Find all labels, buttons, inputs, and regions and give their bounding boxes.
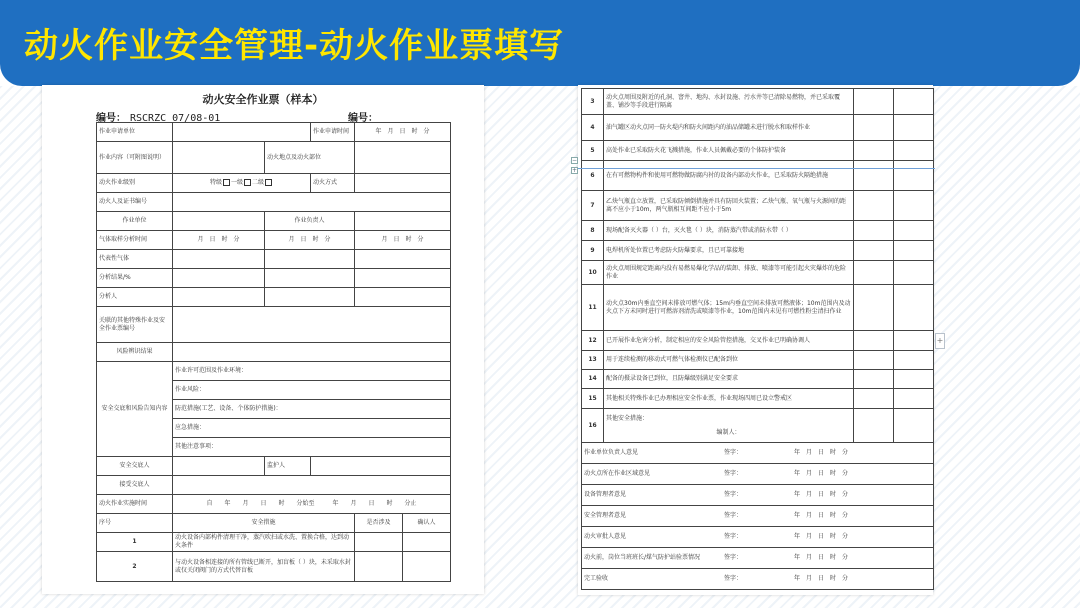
signature-date: 年 月 日 时 分 [794,470,849,477]
measure-text: 动火设备内部构件清理干净，蒸汽吹扫或水洗、置换合格，达到动火条件 [173,533,355,552]
level-one-label: 一级 [231,179,244,186]
expand-icon[interactable]: + [572,167,578,174]
involved-cell[interactable] [854,191,894,221]
measure-text [604,331,854,351]
form-code-label: 编号： [96,113,126,124]
apply-unit-label: 作业申请单位 [97,123,173,142]
guardian-value[interactable] [311,457,451,476]
gas-time-label: 气体取样分析时间 [97,231,173,250]
disclosure-emergency[interactable]: 应急措施： [173,419,451,438]
level-label: 动火作业级别 [97,174,173,193]
rep-gas-label: 代表性气体 [97,250,173,269]
signature-date: 年 月 日 时 分 [794,575,849,582]
row-number: 12 [582,331,604,351]
measure-text-main: 配备的摄录设备已到位，且防爆级别满足安全要求 [606,375,739,382]
row-number: 7 [582,191,604,221]
measure-text-main: 动火点30m内垂直空间未排放可燃气体；15m内垂直空间未排放可燃液体；10m范围内及动火点下方未同时进行可燃溶剂清洗或喷漆等作业，10m范围内未见有可燃性粉尘清扫作业 [606,299,851,315]
table-row [97,174,451,193]
permit-form-page-1 [42,85,484,594]
signature-row [582,485,934,506]
table-row [582,285,934,331]
signature-date: 年 月 日 时 分 [794,554,849,561]
table-row [97,343,451,362]
row-number: 5 [582,141,604,161]
form-number-label: 编号： [348,113,378,124]
col-no-header: 序号 [97,514,173,533]
measure-text-main: 乙炔气瓶直立放置，已采取防倾倒措施并具有防回火装置；乙炔气瓶、氧气瓶与火源间的距离不应小于10m，两气瓶相互间距不应小于5m [606,197,847,213]
confirm-cell[interactable] [894,409,934,443]
table-row [97,307,451,343]
involved-cell[interactable] [854,351,894,370]
table-row [97,476,451,495]
signature-row [582,548,934,569]
location-label: 动火地点及动火部位 [265,142,355,174]
signature-cell[interactable] [582,506,934,527]
signature-label: 动火点所在作业区域意见 [584,470,651,477]
table-row [582,161,934,191]
signature-row [582,464,934,485]
confirm-cell[interactable] [894,261,934,285]
gas-time-2[interactable]: 月 日 时 分 [265,231,355,250]
method-value[interactable] [355,174,451,193]
table-row [97,269,451,288]
signatures-body [582,443,934,590]
signature-sign: 签字： [724,512,743,519]
table-row [97,552,451,582]
slide-title: 动火作业安全管理-动火作业票填写 [24,26,565,66]
table-row [97,212,451,231]
involved-cell[interactable] [854,141,894,161]
row-number: 4 [582,115,604,141]
measure-text [604,261,854,285]
involved-cell[interactable] [854,89,894,115]
confirm-cell[interactable] [894,331,934,351]
method-label: 动火方式 [311,174,355,193]
work-unit-value[interactable] [173,212,265,231]
collapse-icon[interactable]: − [572,157,578,164]
signature-date: 年 月 日 时 分 [794,491,849,498]
permit-table-2 [581,88,934,590]
signature-sign: 签字： [724,575,743,582]
row-number: 1 [97,533,173,552]
permit-form-page-2 [578,85,933,595]
row-number: 11 [582,285,604,331]
signature-sign: 签字： [724,470,743,477]
related-label: 关联的其他特殊作业及安全作业票编号 [97,307,173,343]
signature-cell[interactable] [582,485,934,506]
analyst-3[interactable] [355,288,451,307]
table-row [97,231,451,250]
signature-label: 设备管理者意见 [584,491,627,498]
confirm-cell[interactable] [894,141,934,161]
involved-cell[interactable] [355,533,403,552]
table-row [582,141,934,161]
signature-cell[interactable] [582,527,934,548]
involved-cell[interactable] [854,285,894,331]
signature-sign: 签字： [724,533,743,540]
measure-subtext: 编制人： [716,428,741,436]
result-1[interactable] [173,269,265,288]
permit-table-1 [96,122,451,582]
table-row [582,261,934,285]
apply-time-value[interactable]: 年 月 日 时 分 [355,123,451,142]
involved-cell[interactable] [854,409,894,443]
signature-sign: 签字： [724,554,743,561]
confirm-cell[interactable] [894,89,934,115]
table-row [582,351,934,370]
analyst-label: 分析人 [97,288,173,307]
confirm-cell[interactable] [894,115,934,141]
person-label: 动火人及证书编号 [97,193,173,212]
table-row [97,495,451,514]
table-row [582,115,934,141]
leader-value[interactable] [355,212,451,231]
involved-cell[interactable] [854,221,894,241]
table-row [582,409,934,443]
level-two-checkbox[interactable] [265,179,272,186]
signature-date: 年 月 日 时 分 [794,533,849,540]
involved-cell[interactable] [854,115,894,141]
measure-text [604,89,854,115]
disclosure-scope[interactable]: 作业许可范围及作业环境： [173,362,451,381]
disclosure-other[interactable]: 其他注意事项： [173,438,451,457]
rep-gas-1[interactable] [173,250,265,269]
table-row [582,370,934,389]
measure-text: 与动火设备相连接的所有管线已断开，加盲板（ ）块，未采取水封或仅关闭阀门的方式代替盲板 [173,552,355,582]
impl-time-value[interactable]: 自 年 月 日 时 分始至 年 月 日 时 分止 [173,495,451,514]
result-label: 分析结果/% [97,269,173,288]
involved-cell[interactable] [854,161,894,191]
signature-cell[interactable] [582,464,934,485]
level-special-label: 特级 [209,179,222,186]
measure-text-main: 高处作业已采取防火花飞溅措施，作业人员佩戴必要的个体防护装备 [606,146,787,154]
table-row [582,89,934,115]
involved-cell[interactable] [355,552,403,582]
row-number: 6 [582,161,604,191]
confirm-cell[interactable] [894,161,934,191]
measure-text [604,409,854,443]
confirm-cell[interactable] [894,285,934,331]
measure-text-main: 现场配备灭火器（ ）台，灭火毯（ ）块，消防蒸汽带或消防水带（ ） [606,226,792,234]
signature-label: 作业单位负责人意见 [584,449,639,456]
table-row [97,123,451,142]
measure-text-main: 已开展作业危害分析，制定相应的安全风险管控措施，交叉作业已明确协调人 [606,336,811,344]
signature-row [582,443,934,464]
signature-cell[interactable] [582,443,934,464]
apply-unit-value[interactable] [173,123,311,142]
disclosure-label: 安全交底和风险告知内容 [97,362,173,457]
confirm-cell[interactable] [894,370,934,389]
rep-gas-3[interactable] [355,250,451,269]
table-row [97,533,451,552]
table-row [582,191,934,221]
measure-text-main: 油气罐区动火点同一防火堤内和防火间距内的油品储罐未进行脱水和取样作业 [606,123,811,131]
signature-label: 动火审批人意见 [584,533,627,540]
measure-text [604,141,854,161]
measure-text [604,191,854,221]
row-number: 9 [582,241,604,261]
analyst-1[interactable] [173,288,265,307]
confirm-cell[interactable] [894,221,934,241]
form-title: 动火安全作业票（样本） [202,93,324,106]
table-row [582,221,934,241]
confirm-cell[interactable] [403,552,451,582]
measures-body [582,89,934,443]
signature-sign: 签字： [724,491,743,498]
related-value[interactable] [173,307,451,343]
signature-row [582,506,934,527]
involved-cell[interactable] [854,331,894,351]
content-value[interactable] [173,142,265,174]
risk-value[interactable] [173,343,451,362]
signature-cell[interactable] [582,569,934,590]
table-header-row [97,514,451,533]
involved-cell[interactable] [854,370,894,389]
table-row [97,457,451,476]
signature-row [582,569,934,590]
level-one-checkbox[interactable] [244,179,251,186]
impl-time-label: 动火作业实施时间 [97,495,173,514]
measure-text [604,115,854,141]
signature-label: 完工验收 [584,575,609,582]
measure-text-main: 其他安全措施： [606,414,649,422]
row-number: 8 [582,221,604,241]
signature-cell[interactable] [582,548,934,569]
measure-text [604,285,854,331]
measure-text-main: 在有可燃物构件和使用可燃物做防腐内衬的设备内部动火作业，已采取防火隔绝措施 [606,171,829,179]
measure-text-main: 动火点周围规定距离内没有易燃易爆化学品的装卸、排放、喷漆等可能引起火灾爆炸的危险作业 [606,264,847,280]
measure-text [604,370,854,389]
confirm-cell[interactable] [894,191,934,221]
table-row [97,250,451,269]
signature-label: 动火前，岗位当班班长/煤气防护站验票情况 [584,554,701,561]
signature-date: 年 月 日 时 分 [794,512,849,519]
involved-cell[interactable] [854,389,894,409]
level-two-label: 二级 [252,179,265,186]
table-row [97,362,451,381]
measure-text [604,221,854,241]
row-number: 2 [97,552,173,582]
row-number: 14 [582,370,604,389]
gas-time-1[interactable]: 月 日 时 分 [173,231,265,250]
table-row [97,142,451,174]
row-number: 15 [582,389,604,409]
title-banner [0,0,1080,86]
confirm-cell[interactable] [894,351,934,370]
level-options [173,174,311,193]
analyst-2[interactable] [265,288,355,307]
confirm-cell[interactable] [403,533,451,552]
measure-text [604,241,854,261]
discloser-label: 安全交底人 [97,457,173,476]
row-number: 13 [582,351,604,370]
result-3[interactable] [355,269,451,288]
involved-cell[interactable] [854,241,894,261]
leader-label: 作业负责人 [265,212,355,231]
level-special-checkbox[interactable] [223,179,230,186]
person-value[interactable] [173,193,451,212]
table-row [582,389,934,409]
result-2[interactable] [265,269,355,288]
col-involved-header: 是否涉及 [355,514,403,533]
involved-cell[interactable] [854,261,894,285]
apply-time-label: 作业申请时间 [311,123,355,142]
table-row [97,288,451,307]
gas-time-3[interactable]: 月 日 时 分 [355,231,451,250]
risk-label: 风险辨识结果 [97,343,173,362]
signature-sign: 签字： [724,449,743,456]
measure-text [604,351,854,370]
table-row [97,193,451,212]
measure-text-main: 用于连续检测的移动式可燃气体检测仪已配备到位 [606,356,739,363]
confirm-cell[interactable] [894,389,934,409]
receiver-label: 接受交底人 [97,476,173,495]
rep-gas-2[interactable] [265,250,355,269]
signature-row [582,527,934,548]
col-measure-header: 安全措施 [173,514,355,533]
col-confirm-header: 确认人 [403,514,451,533]
measure-text [604,389,854,409]
selection-line [576,168,935,169]
form-code-value: RSCRZC 07/08-01 [130,113,221,124]
confirm-cell[interactable] [894,241,934,261]
location-value[interactable] [355,142,451,174]
measure-text-main: 电焊机所处位置已考虑防火防爆要求，且已可靠接地 [606,246,745,254]
table-row [582,331,934,351]
work-unit-label: 作业单位 [97,212,173,231]
measure-text-main: 动火点周围及附近的孔洞、窨井、地沟、水封设施、污水井等已清除易燃物，并已采取覆盖、铺沙等手段进行隔离 [606,93,841,109]
measure-text [604,161,854,191]
signature-date: 年 月 日 时 分 [794,449,849,456]
row-number: 10 [582,261,604,285]
receiver-value[interactable] [173,476,451,495]
signature-label: 安全管理者意见 [584,512,627,519]
row-number: 3 [582,89,604,115]
disclosure-prevention[interactable]: 防范措施(工艺、设备、个体防护措施)： [173,400,451,419]
disclosure-risk[interactable]: 作业风险： [173,381,451,400]
guardian-label: 监护人 [265,457,311,476]
discloser-value[interactable] [173,457,265,476]
row-number: 16 [582,409,604,443]
content-label: 作业内容（可附图说明） [97,142,173,174]
measure-text-main: 其他相关特殊作业已办理相应安全作业票，作业现场四周已设立警戒区 [606,394,793,402]
scroll-handle-icon[interactable]: + [935,333,945,349]
table-row [582,241,934,261]
